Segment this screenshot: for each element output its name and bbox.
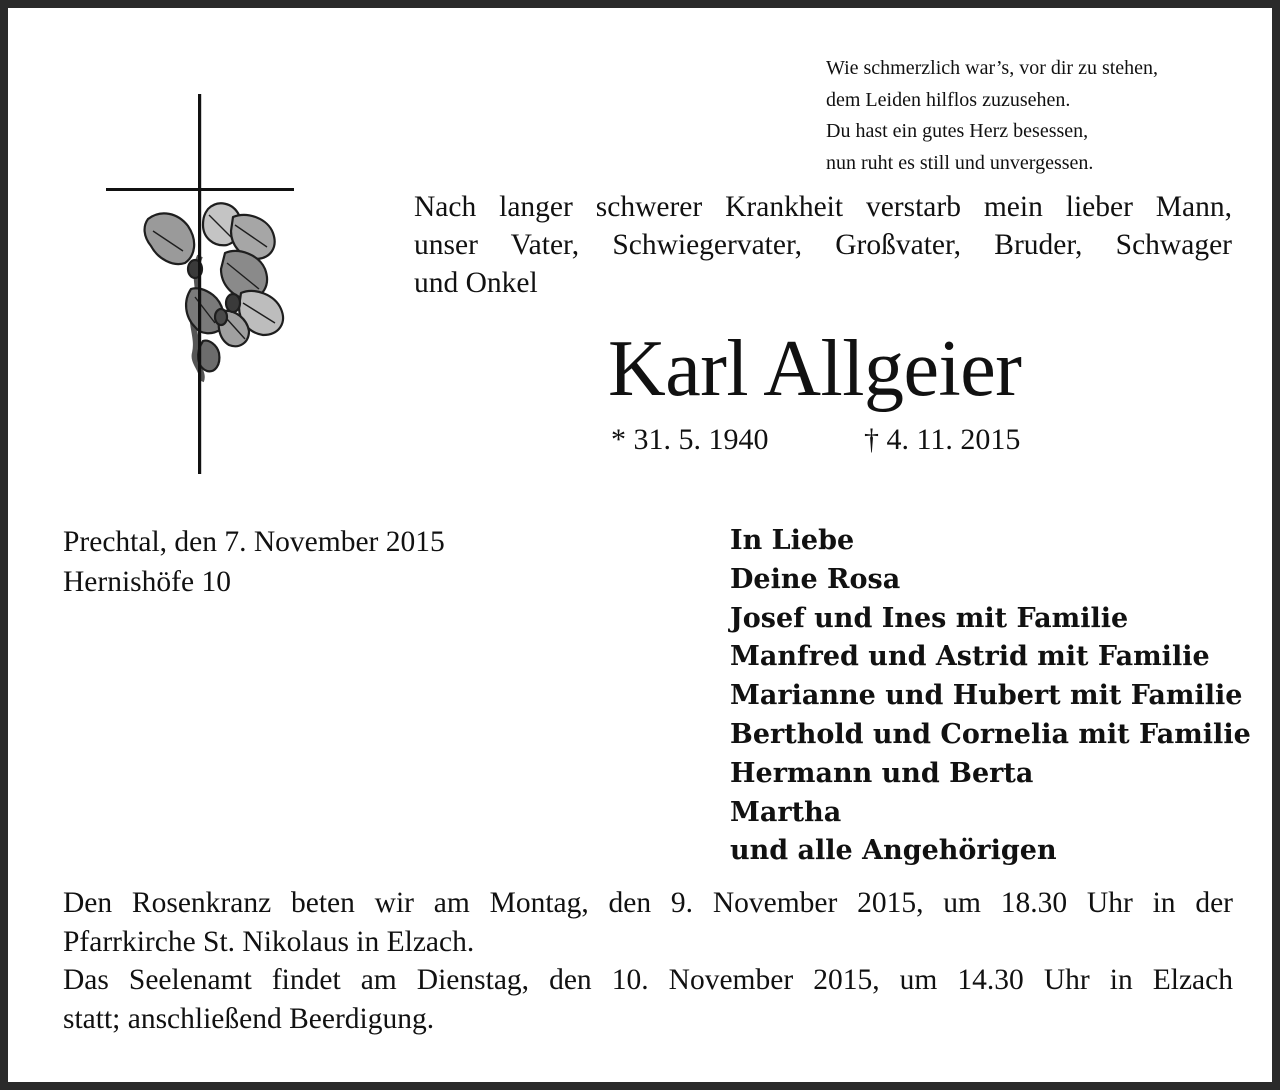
- memorial-poem: [826, 53, 1256, 179]
- mourner-line: und alle Angehörigen: [730, 835, 1057, 867]
- birth-date: * 31. 5. 1940: [611, 423, 769, 456]
- mourners-list: [730, 522, 1251, 871]
- address-line: Hernishöfe 10: [63, 566, 231, 598]
- cross-with-oak-leaves-icon: [103, 91, 303, 476]
- mourner-line: Marianne und Hubert mit Familie: [730, 680, 1243, 712]
- poem-line: Wie schmerzlich war’s, vor dir zu stehen,: [826, 57, 1159, 79]
- announcement-line: Nach langer schwerer Krankheit verstarb mein lieber Mann,: [414, 191, 1232, 223]
- service-line: statt; anschließend Beerdigung.: [63, 1002, 435, 1035]
- poem-line: Du hast ein gutes Herz besessen,: [826, 120, 1089, 142]
- announcement-line: und Onkel: [414, 267, 538, 299]
- mourner-line: In Liebe: [730, 525, 855, 556]
- poem-line: dem Leiden hilflos zuzusehen.: [826, 88, 1071, 111]
- mourner-line: Deine Rosa: [730, 563, 901, 595]
- place-and-date: [63, 522, 445, 602]
- mourner-line: Berthold und Cornelia mit Familie: [730, 718, 1251, 750]
- service-line: Den Rosenkranz beten wir am Montag, den 9. November 2015, um 18.30 Uhr in der: [63, 887, 1233, 919]
- service-line: Das Seelenamt findet am Dienstag, den 10. November 2015, um 14.30 Uhr in Elzach: [63, 964, 1233, 996]
- service-information: [63, 884, 1233, 1038]
- death-date: † 4. 11. 2015: [864, 423, 1021, 456]
- mourner-line: Josef und Ines mit Familie: [730, 602, 1129, 634]
- announcement-line: unser Vater, Schwiegervater, Großvater, Bruder, Schwager: [414, 229, 1232, 261]
- poem-line: nun ruht es still und unvergessen.: [826, 151, 1094, 174]
- service-line: Pfarrkirche St. Nikolaus in Elzach.: [63, 925, 475, 958]
- mourner-line: Hermann und Berta: [730, 757, 1034, 789]
- announcement-text: [414, 188, 1232, 302]
- mourner-line: Martha: [730, 796, 842, 828]
- place-line: Prechtal, den 7. November 2015: [63, 526, 445, 558]
- deceased-name: Karl Allgeier: [608, 325, 1022, 413]
- mourner-line: Manfred und Astrid mit Familie: [730, 641, 1210, 673]
